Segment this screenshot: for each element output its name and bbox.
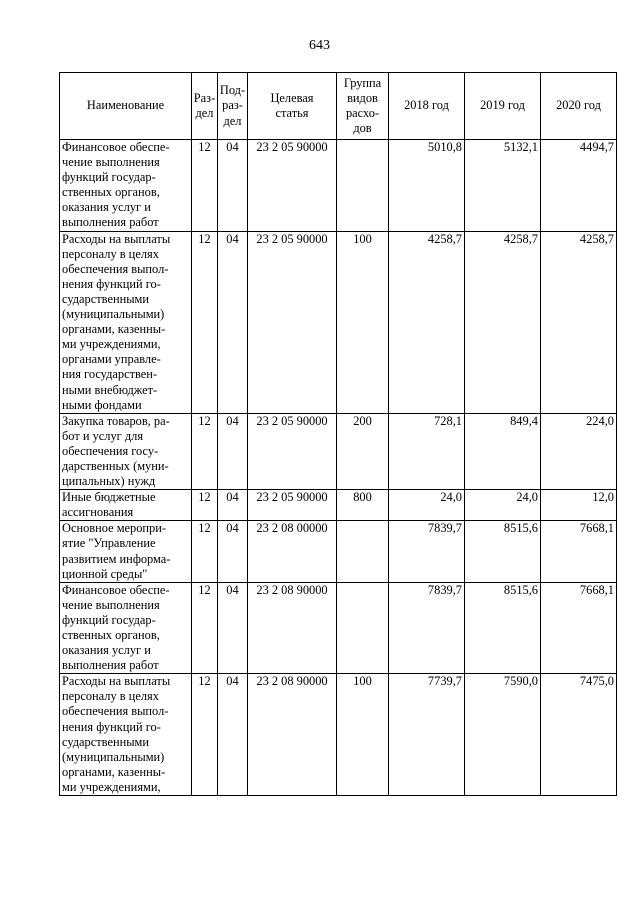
cell-2019: 4258,7: [465, 231, 541, 413]
cell-gruppa: 200: [337, 413, 389, 489]
cell-2018: 24,0: [389, 490, 465, 521]
cell-name: Финансовое обеспе- чение выполнения функций государ- ственных органов, оказания услуг и выполнения работ: [60, 140, 192, 232]
cell-celevaya: 23 2 08 00000: [248, 521, 337, 582]
cell-celevaya: 23 2 05 90000: [248, 140, 337, 232]
cell-2018: 728,1: [389, 413, 465, 489]
cell-razdel: 12: [192, 140, 218, 232]
cell-2019: 24,0: [465, 490, 541, 521]
cell-gruppa: [337, 582, 389, 674]
cell-celevaya: 23 2 05 90000: [248, 413, 337, 489]
header-celevaya: Целевая статья: [248, 73, 337, 140]
cell-2020: 7475,0: [541, 674, 617, 796]
header-podrazdel: Под- раз- дел: [218, 73, 248, 140]
cell-razdel: 12: [192, 582, 218, 674]
cell-podrazdel: 04: [218, 521, 248, 582]
table-row: [60, 140, 617, 232]
cell-name: Иные бюджетные ассигнования: [60, 490, 192, 521]
cell-name: Расходы на выплаты персоналу в целях обеспечения выпол- нения функций го- сударственными (муниципальными) органами, казенны- ми учреждениями,: [60, 674, 192, 796]
cell-2019: 8515,6: [465, 582, 541, 674]
cell-razdel: 12: [192, 413, 218, 489]
table-row: [60, 521, 617, 582]
cell-razdel: 12: [192, 231, 218, 413]
cell-2018: 5010,8: [389, 140, 465, 232]
cell-gruppa: 100: [337, 674, 389, 796]
cell-2020: 12,0: [541, 490, 617, 521]
cell-name: Финансовое обеспе- чение выполнения функций государ- ственных органов, оказания услуг и выполнения работ: [60, 582, 192, 674]
cell-2018: 7839,7: [389, 582, 465, 674]
cell-name: Расходы на выплаты персоналу в целях обеспечения выпол- нения функций го- сударственными (муниципальными) органами, казенны- ми учреждениями, органами управле- ния государствен- ными внебюджет- ными фондами: [60, 231, 192, 413]
cell-2020: 7668,1: [541, 521, 617, 582]
table-header: [60, 73, 617, 140]
cell-2019: 849,4: [465, 413, 541, 489]
cell-podrazdel: 04: [218, 582, 248, 674]
cell-2019: 8515,6: [465, 521, 541, 582]
cell-podrazdel: 04: [218, 140, 248, 232]
cell-2018: 7839,7: [389, 521, 465, 582]
header-razdel: Раз- дел: [192, 73, 218, 140]
cell-razdel: 12: [192, 674, 218, 796]
cell-name: Закупка товаров, ра- бот и услуг для обеспечения госу- дарственных (муни- ципальных) нужд: [60, 413, 192, 489]
cell-2019: 5132,1: [465, 140, 541, 232]
cell-podrazdel: 04: [218, 490, 248, 521]
table-row: [60, 231, 617, 413]
cell-2018: 7739,7: [389, 674, 465, 796]
cell-razdel: 12: [192, 490, 218, 521]
header-row: [60, 73, 617, 140]
table-row: [60, 413, 617, 489]
cell-2018: 4258,7: [389, 231, 465, 413]
table-body: [60, 140, 617, 796]
cell-gruppa: [337, 521, 389, 582]
page-number: 643: [309, 38, 330, 53]
cell-2020: 4258,7: [541, 231, 617, 413]
table-row: [60, 582, 617, 674]
cell-celevaya: 23 2 05 90000: [248, 490, 337, 521]
cell-celevaya: 23 2 05 90000: [248, 231, 337, 413]
cell-celevaya: 23 2 08 90000: [248, 582, 337, 674]
cell-podrazdel: 04: [218, 413, 248, 489]
cell-gruppa: [337, 140, 389, 232]
table-row: [60, 674, 617, 796]
cell-gruppa: 100: [337, 231, 389, 413]
cell-2019: 7590,0: [465, 674, 541, 796]
header-name: Наименование: [60, 73, 192, 140]
cell-celevaya: 23 2 08 90000: [248, 674, 337, 796]
cell-gruppa: 800: [337, 490, 389, 521]
cell-podrazdel: 04: [218, 674, 248, 796]
header-2019: 2019 год: [465, 73, 541, 140]
cell-2020: 7668,1: [541, 582, 617, 674]
cell-podrazdel: 04: [218, 231, 248, 413]
cell-name: Основное меропри- ятие "Управление развитием информа- ционной среды": [60, 521, 192, 582]
budget-table: [59, 72, 617, 796]
table-row: [60, 490, 617, 521]
header-2018: 2018 год: [389, 73, 465, 140]
cell-2020: 224,0: [541, 413, 617, 489]
header-2020: 2020 год: [541, 73, 617, 140]
header-gruppa: Группа видов расхо- дов: [337, 73, 389, 140]
cell-razdel: 12: [192, 521, 218, 582]
cell-2020: 4494,7: [541, 140, 617, 232]
